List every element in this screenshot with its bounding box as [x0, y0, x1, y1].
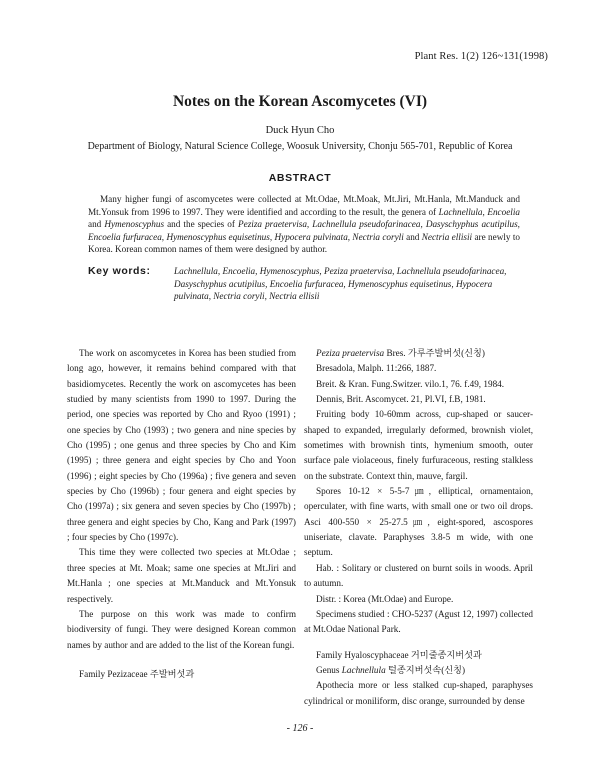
keywords-text: Lachnellula, Encoelia, Hymenoscyphus, Peziza praetervisa, Lachnellula pseudofarinacea, Dasyschyphus acutipilus, Encoelia furfuracea, Hymenoscyphus equisetinus, Hypocera pulvinata, Nectria coryli, Nectria ellisii	[174, 266, 507, 302]
right-column	[304, 346, 533, 709]
genus-heading	[304, 663, 533, 678]
genus-name: Lachnellula	[341, 664, 386, 675]
genus-korean-name: 털종지버섯속(신칭)	[385, 664, 466, 675]
abstract-text: and the species of	[164, 219, 239, 229]
body-paragraph: This time they were collected two species at Mt.Odae ; three species at Mt. Moak; same one species at Mt.Jiri and Mt.Hanla ; one species at Mt.Manduck and Mt.Yonsuk respectively.	[67, 547, 296, 604]
genus-description: Apothecia more or less stalked cup-shaped, paraphyses cylindrical or moniliform, disc orange, surrounded by dense	[304, 680, 533, 706]
abstract-text: Many higher fungi of ascomycetes were collected at Mt.Odae, Mt.Moak, Mt.Jiri, Mt.Hanla, Mt.Manduck and Mt.Yonsuk from 1996 to 1997. They were identified and according to the result, the genera of	[88, 194, 520, 217]
abstract-paragraph	[88, 193, 520, 256]
spores-paragraph: Spores 10-12 × 5-5-7㎛, elliptical, ornamentaion, operculater, with fine warts, with small one or two oil drops. Asci 400-550 × 25-27.5㎛, eight-spored, ascospores uniseriate, clavate. Paraphyses 3.8-5 m wide, with one septum.	[304, 486, 533, 558]
journal-citation: Plant Res. 1(2) 126~131(1998)	[414, 51, 548, 62]
page-number: - 126 -	[286, 723, 314, 734]
abstract-heading: ABSTRACT	[268, 172, 332, 184]
specimens-paragraph: Specimens studied : CHO-5237 (Agust 12, 1997) collected at Mt.Odae National Park.	[304, 608, 533, 635]
abstract-text: ,	[482, 206, 488, 217]
distribution-line: Distr. : Korea (Mt.Odae) and Europe.	[316, 593, 454, 604]
body-paragraph: The work on ascomycetes in Korea has been studied from long ago, however, it remains behind compared with that basidiomycetes. Recently the work on ascomycetes has been studied by many scientists from 1990 to 1997. During the period, one species was reported by Cho and Ryoo (1991) ; one species by Cho (1993) ; two genera and nine species by Cho (1995) ; one genus and three species by Cho and Kim (1995) ; three genera and eight species by Cho and Yoon (1996) ; eight species by Cho (1996a) ; five genera and seven species by Cho (1996b) ; four genera and eight species by Cho (1997a) ; six genera and seven species by Cho (1997b) ; three genera and eight species by Cho, Kang and Park (1997) ; four species by Cho (1997c).	[67, 348, 296, 543]
abstract-body	[88, 193, 520, 256]
author-name: Duck Hyun Cho	[265, 125, 335, 136]
left-column	[67, 346, 296, 682]
reference-line: Breit. & Kran. Fung.Switzer. vilo.1, 76. f.49, 1984.	[316, 378, 505, 389]
species-name: Nectria ellisii	[421, 231, 473, 242]
abstract-text: and	[88, 219, 105, 229]
family-heading: Family Pezizaceae 주발버섯과	[79, 668, 195, 679]
abstract-text: are newly to Korea. Korean common names of them were designed by author.	[88, 231, 520, 254]
body-paragraph: The purpose on this work was made to confirm biodiversity of fungi. They were designed Korean common names by author and are added to the list of the Korean fungi.	[67, 608, 296, 650]
genus-name: Encoelia	[487, 206, 520, 217]
genus-name: Lachnellula	[438, 206, 483, 217]
species-heading	[304, 346, 533, 361]
reference-line: Dennis, Brit. Ascomycet. 21, Pl.VI, f.B, 1981.	[316, 394, 486, 405]
species-author: Bres. 가루주발버섯(신칭)	[384, 348, 485, 358]
genus-prefix: Genus	[316, 664, 342, 675]
reference-line: Bresadola, Malph. 11:266, 1887.	[316, 363, 437, 374]
abstract-text: and	[403, 231, 422, 242]
species-list: Peziza praetervisa, Lachnellula pseudofarinacea, Dasyschyphus acutipilus, Encoelia furfuracea, Hymenoscyphus equisetinus, Hypocera pulvinata, Nectria coryli	[88, 219, 520, 242]
family-heading: Family Hyaloscyphaceae 거미줄종지버섯과	[316, 649, 482, 660]
paper-title: Notes on the Korean Ascomycetes (VI)	[172, 93, 428, 110]
author-affiliation: Department of Biology, Natural Science College, Woosuk University, Chonju 565-701, Republic of Korea	[87, 141, 513, 152]
description-paragraph: Fruiting body 10-60mm across, cup-shaped or saucer-shaped to expanded, irregularly deformed, brownish violet, sometimes with brownish tints, hymenium smooth, outer surface pale violaceous, finely furfuraceous, resting stalkless on the substrate. Context thin, mauve, fargil.	[304, 409, 533, 481]
habitat-paragraph: Hab. : Solitary or clustered on burnt soils in woods. April to autumn.	[304, 562, 533, 589]
keywords-label: Key words:	[88, 265, 151, 277]
species-name: Peziza praetervisa	[316, 348, 385, 358]
genus-name: Hymenoscyphus	[104, 219, 165, 229]
